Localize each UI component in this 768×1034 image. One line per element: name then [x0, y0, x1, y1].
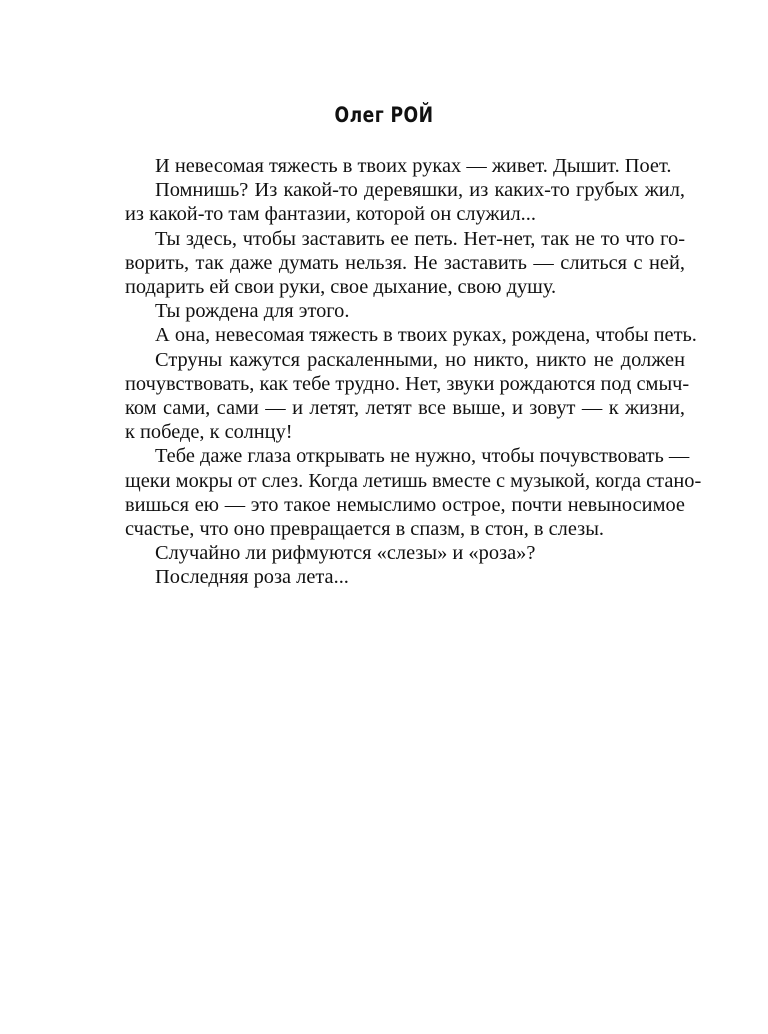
paragraph-1-line-1: И невесомая тяжесть в твоих руках — живет. Дышит. Поет.: [155, 155, 672, 177]
paragraph-7-line-3: вишься ею — это такое немыслимо острое, почти невыносимое: [125, 493, 685, 516]
paragraph-7-line-4: счастье, что оно превращается в спазм, в стон, в слезы.: [125, 518, 604, 541]
paragraph-3-line-3: подарить ей свои руки, свое дыхание, свою душу.: [125, 276, 557, 299]
paragraph-2-line-2: из какой-то там фантазии, которой он служил...: [125, 203, 536, 226]
body-text: [125, 154, 702, 590]
paragraph-6-line-4: к победе, к солнцу!: [125, 421, 293, 444]
paragraph-6-line-1: Струны кажутся раскаленными, но никто, никто не должен: [155, 348, 685, 371]
paragraph-4-line-1: Ты рождена для этого.: [155, 300, 350, 323]
paragraph-2-line-1: Помнишь? Из какой-то деревяшки, из каких-то грубых жил,: [155, 179, 685, 202]
paragraph-3-line-2: ворить, так даже думать нельзя. Не заставить — слиться с ней,: [125, 251, 685, 274]
paragraph-8-line-1: Случайно ли рифмуются «слезы» и «роза»?: [155, 542, 536, 565]
paragraph-9-line-1: Последняя роза лета...: [155, 566, 349, 589]
paragraph-7-line-2: щеки мокры от слез. Когда летишь вместе с музыкой, когда стано-: [125, 469, 702, 492]
paragraph-6-line-2: почувствовать, как тебе трудно. Нет, звуки рождаются под смыч-: [125, 372, 690, 395]
paragraph-5-line-1: А она, невесомая тяжесть в твоих руках, рождена, чтобы петь.: [155, 324, 697, 347]
paragraph-3-line-1: Ты здесь, чтобы заставить ее петь. Нет-нет, так не то что го-: [155, 227, 685, 250]
paragraph-6-line-3: ком сами, сами — и летят, летят все выше, и зовут — к жизни,: [125, 397, 685, 420]
running-head: Олег РОЙ: [334, 103, 434, 127]
paragraph-7-line-1: Тебе даже глаза открывать не нужно, чтобы почувствовать —: [155, 445, 690, 468]
